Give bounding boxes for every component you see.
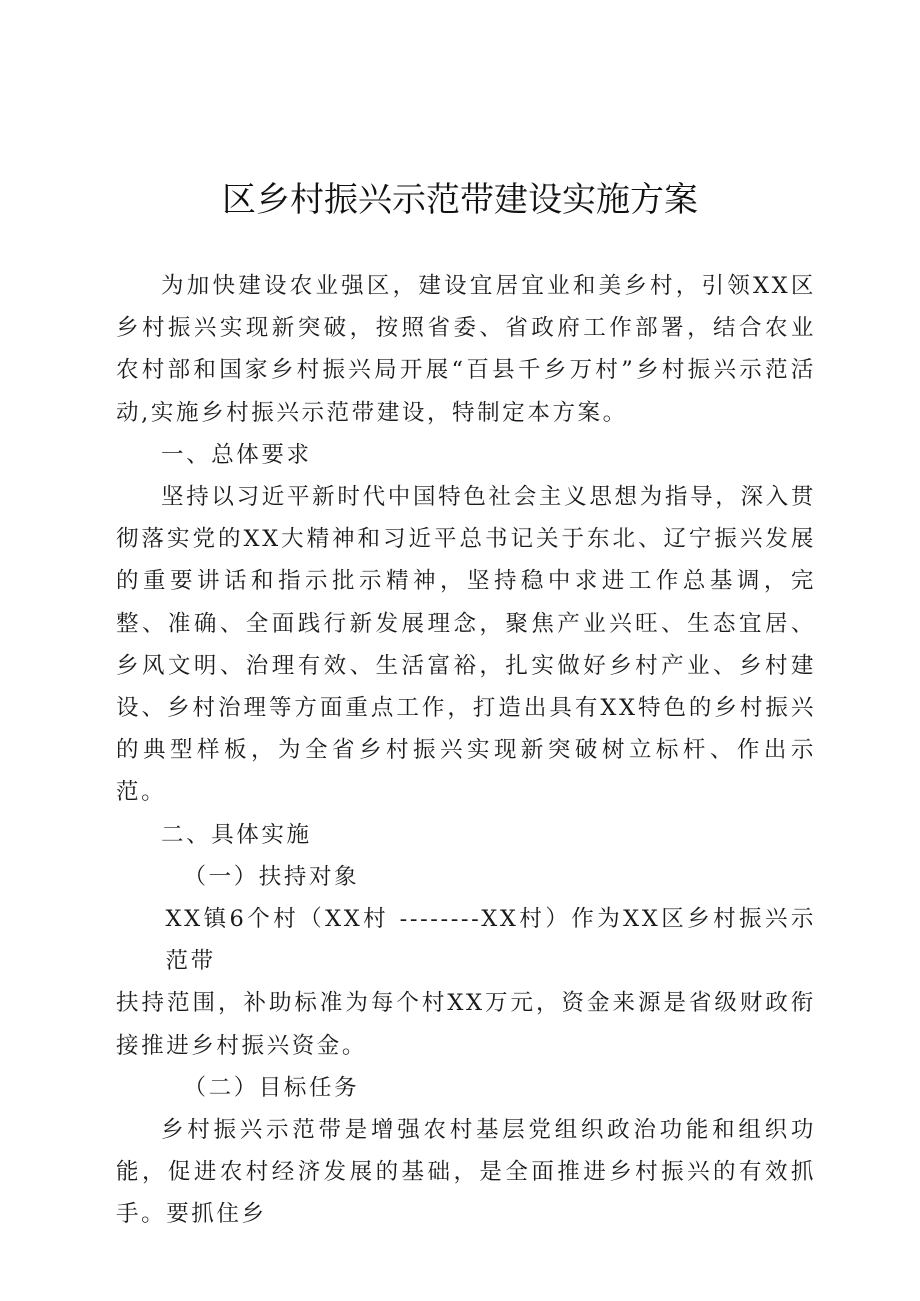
document-body <box>116 265 816 1236</box>
section-heading-implementation: 二、具体实施 <box>161 821 312 848</box>
general-requirements-paragraph: 坚持以习近平新时代中国特色社会主义思想为指导，深入贯彻落实党的XX大精神和习近平总书记关于东北、辽宁振兴发展的重要讲话和指示批示精神，坚持稳中求进工作总基调，完整、准确、全面践行新发展理念，聚焦产业兴旺、生态宜居、乡风文明、治理有效、生活富裕，扎实做好乡村产业、乡村建设、乡村治理等方面重点工作，打造出具有XX特色的乡村振兴的典型样板，为全省乡村振兴实现新突破树立标杆、作出示范。 <box>116 484 816 806</box>
document-title: 区乡村振兴示范带建设实施方案 <box>222 180 698 220</box>
subsection-heading-goals-tasks: （二）目标任务 <box>183 1074 360 1101</box>
support-targets-rest: 扶持范围，补助标准为每个村XX万元，资金来源是省级财政衔接推进乡村振兴资金。 <box>116 990 816 1059</box>
section-heading-general-requirements: 一、总体要求 <box>161 441 312 468</box>
subsection-heading-support-targets: （一）扶持对象 <box>183 863 360 890</box>
support-targets-paragraph <box>116 898 816 1067</box>
intro-paragraph: 为加快建设农业强区，建设宜居宜业和美乡村，引领XX区乡村振兴实现新突破，按照省委、省政府工作部署，结合农业农村部和国家乡村振兴局开展“百县千乡万村”乡村振兴示范活动,实施乡村振兴示范带建设，特制定本方案。 <box>116 273 816 426</box>
goals-tasks-paragraph: 乡村振兴示范带是增强农村基层党组织政治功能和组织功能，促进农村经济发展的基础，是全面推进乡村振兴的有效抓手。要抓住乡 <box>116 1117 816 1228</box>
support-targets-first-line: XX镇6个村（XX村 --------XX村）作为XX区乡村振兴示范带 <box>165 906 816 975</box>
